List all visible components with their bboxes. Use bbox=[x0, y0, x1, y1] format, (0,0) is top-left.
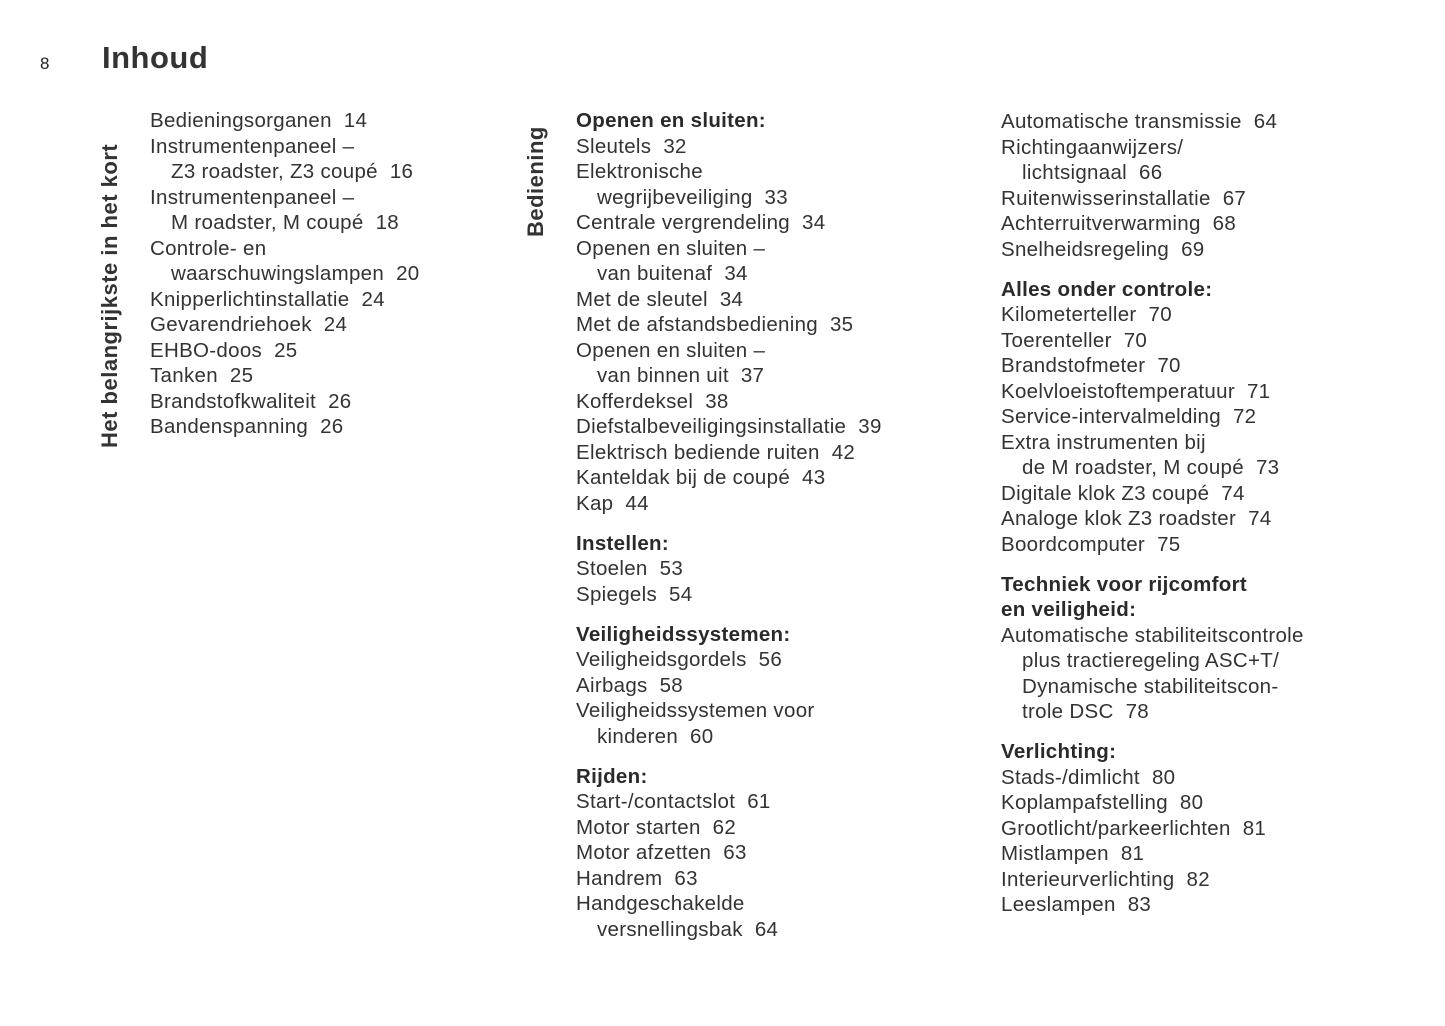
toc-entry-text bbox=[1001, 455, 1421, 481]
toc-entry-label: Motor afzetten bbox=[576, 841, 712, 864]
toc-page-number: 54 bbox=[669, 582, 693, 606]
toc-entry-text bbox=[150, 159, 500, 185]
toc-entry-text bbox=[576, 840, 976, 866]
toc-entry bbox=[1001, 532, 1421, 558]
toc-page-number: 43 bbox=[802, 466, 826, 489]
toc-entry bbox=[1001, 237, 1421, 263]
toc-entry-label: Elektrisch bediende ruiten bbox=[576, 440, 820, 464]
toc-entry-text bbox=[576, 440, 976, 466]
toc-entry bbox=[576, 815, 976, 841]
toc-entry-label: kinderen bbox=[597, 724, 679, 748]
toc-entry-label: versnellingsbak bbox=[597, 917, 743, 941]
toc-page-number: 26 bbox=[328, 389, 352, 413]
toc-entry-text bbox=[150, 185, 500, 211]
toc-entry-label: Service-intervalmelding bbox=[1001, 405, 1221, 428]
toc-entry-label: plus tractieregeling ASC+T/ bbox=[1022, 649, 1280, 672]
toc-page-number: 38 bbox=[705, 389, 729, 413]
toc-page-number: 61 bbox=[747, 790, 771, 813]
toc-entry-text bbox=[150, 414, 500, 440]
toc-entry-label: de M roadster, M coupé bbox=[1022, 456, 1244, 479]
toc-entry-label: Snelheidsregeling bbox=[1001, 237, 1170, 261]
toc-page-number: 64 bbox=[754, 917, 779, 941]
toc-entry-label: Boordcomputer bbox=[1001, 532, 1146, 556]
toc-entry-text bbox=[576, 465, 976, 491]
toc-entry-label: Kilometerteller bbox=[1001, 303, 1137, 326]
toc-entry bbox=[1001, 841, 1421, 867]
toc-entry-text bbox=[576, 236, 976, 262]
toc-entry bbox=[576, 134, 976, 160]
toc-entry-text bbox=[576, 261, 976, 287]
toc-entry bbox=[576, 338, 976, 389]
toc-page-number: 78 bbox=[1125, 700, 1149, 723]
toc-entry-text bbox=[1001, 353, 1421, 379]
toc-entry bbox=[1001, 892, 1421, 918]
toc-entry-label: Motor starten bbox=[576, 815, 701, 839]
toc-entry-label: trole DSC bbox=[1022, 700, 1114, 723]
toc-entry bbox=[1001, 302, 1421, 328]
toc-entry-text bbox=[1001, 302, 1421, 328]
toc-page-number: 25 bbox=[229, 364, 254, 387]
toc-entry-text bbox=[1001, 430, 1421, 456]
toc-entry-text bbox=[150, 389, 500, 415]
toc-entry-text bbox=[1001, 532, 1421, 558]
toc-entry bbox=[1001, 328, 1421, 354]
toc-page-number: 34 bbox=[802, 211, 826, 234]
toc-entry-label: Veiligheidssystemen voor bbox=[576, 699, 815, 722]
toc-entry-label: Instrumentenpaneel – bbox=[150, 185, 355, 209]
toc-page-number: 62 bbox=[712, 815, 737, 839]
toc-entry-text bbox=[150, 363, 500, 389]
toc-entry bbox=[1001, 790, 1421, 816]
toc-entry-text bbox=[1001, 109, 1421, 135]
toc-entry-label: Handgeschakelde bbox=[576, 892, 745, 915]
toc-page-number: 80 bbox=[1179, 791, 1204, 814]
toc-entry-text bbox=[1001, 481, 1421, 507]
toc-entry-label: Gevarendriehoek bbox=[150, 313, 312, 336]
toc-column-2 bbox=[576, 108, 976, 957]
toc-entry-label: Automatische stabiliteitscontrole bbox=[1001, 623, 1304, 647]
toc-entry-label: Diefstalbeveiligingsinstallatie bbox=[576, 415, 847, 438]
toc-entry bbox=[576, 556, 976, 582]
toc-entry-label: Extra instrumenten bij bbox=[1001, 430, 1206, 454]
toc-entry-label: Koplampafstelling bbox=[1001, 791, 1168, 814]
toc-entry-text bbox=[150, 338, 500, 364]
toc-section-heading: Techniek voor rijcomfort bbox=[1001, 572, 1248, 596]
toc-section bbox=[1001, 572, 1421, 725]
toc-entry bbox=[576, 866, 976, 892]
toc-entry-text bbox=[576, 491, 976, 517]
toc-entry bbox=[1001, 816, 1421, 842]
toc-entry-text bbox=[150, 236, 500, 262]
toc-page-number: 33 bbox=[764, 185, 788, 209]
toc-page-number: 39 bbox=[858, 415, 882, 438]
toc-entry bbox=[576, 465, 976, 491]
toc-entry-text bbox=[150, 108, 500, 134]
toc-entry-label: Analoge klok Z3 roadster bbox=[1001, 507, 1237, 530]
toc-entry bbox=[576, 789, 976, 815]
toc-entry bbox=[576, 440, 976, 466]
toc-entry bbox=[576, 840, 976, 866]
toc-entry bbox=[150, 414, 500, 440]
toc-page-number: 26 bbox=[320, 415, 344, 438]
toc-entry-text bbox=[1001, 674, 1421, 700]
toc-page-number: 58 bbox=[659, 673, 684, 697]
toc-page-number: 72 bbox=[1232, 405, 1257, 428]
toc-page-number: 70 bbox=[1123, 328, 1148, 352]
toc-page-number: 69 bbox=[1181, 237, 1205, 261]
toc-entry-text bbox=[576, 159, 976, 185]
toc-entry bbox=[150, 236, 500, 287]
toc-entry bbox=[1001, 623, 1421, 725]
toc-entry-text bbox=[576, 815, 976, 841]
toc-entry-text bbox=[1001, 841, 1421, 867]
side-label-section-operation: Bediening bbox=[523, 126, 548, 237]
toc-entry-text bbox=[576, 917, 976, 943]
toc-section-heading: Instellen: bbox=[576, 531, 669, 555]
toc-page-number: 18 bbox=[375, 211, 399, 234]
toc-section bbox=[576, 531, 976, 608]
toc-entry-label: Kofferdeksel bbox=[576, 389, 694, 413]
toc-page-number: 34 bbox=[719, 287, 744, 311]
toc-entry-label: Met de afstandsbediening bbox=[576, 313, 818, 336]
toc-entry-text bbox=[1001, 648, 1421, 674]
toc-page-number: 24 bbox=[361, 287, 385, 311]
toc-entry bbox=[576, 236, 976, 287]
toc-entry-label: Grootlicht/parkeerlichten bbox=[1001, 816, 1231, 840]
toc-entry-label: Stads-/dimlicht bbox=[1001, 765, 1140, 789]
toc-entry bbox=[1001, 186, 1421, 212]
toc-entry bbox=[1001, 867, 1421, 893]
toc-page-number: 82 bbox=[1186, 867, 1210, 891]
toc-entry-text bbox=[1001, 404, 1421, 430]
toc-entry-text bbox=[1001, 237, 1421, 263]
toc-page-number: 53 bbox=[659, 557, 684, 580]
toc-entry-label: Controle- en bbox=[150, 236, 267, 260]
toc-entry-text bbox=[1001, 211, 1421, 237]
toc-entry-text bbox=[150, 210, 500, 236]
toc-entry-text bbox=[1001, 160, 1421, 186]
toc-entry-label: van buitenaf bbox=[597, 262, 713, 285]
toc-entry-label: Instrumentenpaneel – bbox=[150, 134, 355, 158]
toc-section bbox=[576, 622, 976, 750]
toc-entry-text bbox=[576, 185, 976, 211]
toc-page-number: 16 bbox=[389, 160, 414, 183]
toc-page-number: 14 bbox=[343, 109, 368, 132]
toc-entry-label: Handrem bbox=[576, 866, 663, 890]
toc-section-heading: Veiligheidssystemen: bbox=[576, 622, 791, 646]
toc-section-heading: Alles onder controle: bbox=[1001, 277, 1213, 301]
toc-entry bbox=[150, 312, 500, 338]
toc-entry-label: Sleutels bbox=[576, 134, 652, 158]
toc-entry-label: Digitale klok Z3 coupé bbox=[1001, 481, 1210, 505]
toc-entry bbox=[576, 491, 976, 517]
toc-entry-label: M roadster, M coupé bbox=[171, 211, 364, 234]
toc-entry-text bbox=[576, 866, 976, 892]
toc-page-number: 32 bbox=[663, 134, 687, 158]
toc-column-3 bbox=[1001, 109, 1421, 932]
toc-page-number: 56 bbox=[758, 648, 783, 671]
toc-page-number: 37 bbox=[740, 364, 765, 387]
toc-entry-text bbox=[576, 363, 976, 389]
toc-section bbox=[1001, 277, 1421, 558]
toc-entry bbox=[1001, 379, 1421, 405]
toc-entry bbox=[576, 673, 976, 699]
toc-entry bbox=[150, 389, 500, 415]
toc-entry bbox=[1001, 506, 1421, 532]
toc-entry-text bbox=[576, 724, 976, 750]
toc-page-number: 20 bbox=[396, 262, 420, 285]
toc-page-number: 63 bbox=[674, 866, 698, 890]
toc-entry-label: Openen en sluiten – bbox=[576, 236, 766, 260]
toc-page-number: 70 bbox=[1157, 354, 1181, 377]
toc-entry bbox=[1001, 430, 1421, 481]
toc-entry bbox=[576, 647, 976, 673]
toc-page-number: 24 bbox=[323, 313, 348, 336]
page-title: Inhoud bbox=[102, 40, 209, 75]
toc-entry-label: Kanteldak bij de coupé bbox=[576, 466, 791, 489]
toc-entry-label: Automatische transmissie bbox=[1001, 110, 1242, 133]
toc-entry bbox=[576, 698, 976, 749]
toc-entry-label: Z3 roadster, Z3 coupé bbox=[171, 160, 378, 183]
toc-entry-text bbox=[1001, 867, 1421, 893]
toc-entry-text bbox=[150, 261, 500, 287]
toc-entry-text bbox=[576, 210, 976, 236]
toc-entry-text bbox=[1001, 328, 1421, 354]
toc-entry-text bbox=[1001, 186, 1421, 212]
toc-entry-text bbox=[576, 312, 976, 338]
toc-entry-label: Kap bbox=[576, 491, 614, 515]
toc-page-number: 66 bbox=[1139, 161, 1163, 184]
toc-entry-label: Knipperlichtinstallatie bbox=[150, 287, 350, 311]
toc-entry-label: Stoelen bbox=[576, 557, 648, 580]
toc-page-number: 68 bbox=[1212, 212, 1237, 235]
toc-entry-text bbox=[1001, 623, 1421, 649]
toc-entry-label: wegrijbeveiliging bbox=[597, 185, 753, 209]
toc-page-number: 42 bbox=[831, 440, 856, 464]
toc-page-number: 80 bbox=[1151, 765, 1176, 789]
toc-entry-text bbox=[1001, 506, 1421, 532]
toc-entry-label: Openen en sluiten – bbox=[576, 338, 766, 362]
toc-section bbox=[1001, 739, 1421, 918]
toc-column-1 bbox=[150, 108, 500, 440]
toc-entry-label: Start-/contactslot bbox=[576, 790, 736, 813]
toc-section-heading: Openen en sluiten: bbox=[576, 109, 766, 132]
toc-entry bbox=[150, 363, 500, 389]
toc-page-number: 83 bbox=[1127, 893, 1152, 916]
toc-section-heading: Rijden: bbox=[576, 764, 648, 788]
toc-page-number: 81 bbox=[1120, 842, 1145, 865]
toc-entry-text bbox=[576, 287, 976, 313]
toc-entry-text bbox=[576, 891, 976, 917]
toc-entry-label: Tanken bbox=[150, 364, 218, 387]
toc-page-number: 63 bbox=[723, 841, 747, 864]
toc-entry-text bbox=[150, 312, 500, 338]
toc-page-number: 64 bbox=[1253, 110, 1278, 133]
toc-entry-text bbox=[150, 134, 500, 160]
toc-entry bbox=[1001, 353, 1421, 379]
toc-page-number: 35 bbox=[829, 313, 854, 336]
toc-entry bbox=[150, 185, 500, 236]
toc-section bbox=[1001, 109, 1421, 262]
toc-entry bbox=[576, 159, 976, 210]
toc-page-number: 75 bbox=[1157, 532, 1181, 556]
toc-entry bbox=[576, 210, 976, 236]
toc-entry bbox=[576, 389, 976, 415]
toc-entry-label: Dynamische stabiliteitscon- bbox=[1022, 674, 1279, 698]
side-label-section-quick: Het belangrijkste in het kort bbox=[97, 143, 122, 448]
toc-entry bbox=[1001, 109, 1421, 135]
toc-entry-label: Richtingaanwijzers/ bbox=[1001, 135, 1184, 159]
toc-entry-label: Brandstofmeter bbox=[1001, 354, 1146, 377]
toc-entry-label: lichtsignaal bbox=[1022, 161, 1128, 184]
toc-entry-label: Elektronische bbox=[576, 160, 703, 183]
toc-entry-text bbox=[576, 556, 976, 582]
toc-entry-text bbox=[1001, 765, 1421, 791]
toc-entry-text bbox=[576, 338, 976, 364]
toc-entry bbox=[1001, 211, 1421, 237]
toc-entry-label: Leeslampen bbox=[1001, 893, 1116, 916]
toc-entry-label: Centrale vergrendeling bbox=[576, 211, 791, 234]
toc-page-number: 44 bbox=[625, 491, 649, 515]
toc-entry-label: Achterruitverwarming bbox=[1001, 212, 1201, 235]
toc-entry-label: Veiligheidsgordels bbox=[576, 648, 747, 671]
toc-entry-text bbox=[1001, 135, 1421, 161]
toc-entry-label: EHBO-doos bbox=[150, 338, 263, 362]
toc-section bbox=[576, 108, 976, 516]
toc-entry-label: Spiegels bbox=[576, 582, 658, 606]
toc-section bbox=[576, 764, 976, 943]
toc-entry bbox=[576, 287, 976, 313]
toc-entry-label: Bandenspanning bbox=[150, 415, 309, 438]
toc-entry bbox=[576, 582, 976, 608]
toc-entry-text bbox=[1001, 699, 1421, 725]
toc-entry-text bbox=[1001, 816, 1421, 842]
toc-entry-label: Koelvloeistoftemperatuur bbox=[1001, 379, 1235, 403]
toc-page-number: 71 bbox=[1246, 379, 1271, 403]
toc-entry-label: Mistlampen bbox=[1001, 842, 1109, 865]
toc-entry bbox=[1001, 135, 1421, 186]
toc-entry-text bbox=[576, 389, 976, 415]
toc-entry-text bbox=[576, 582, 976, 608]
toc-section-heading: en veiligheid: bbox=[1001, 598, 1137, 621]
toc-entry-text bbox=[576, 789, 976, 815]
toc-page-number: 74 bbox=[1248, 507, 1272, 530]
toc-entry-text bbox=[576, 647, 976, 673]
toc-page-number: 73 bbox=[1255, 456, 1280, 479]
toc-entry-text bbox=[1001, 790, 1421, 816]
toc-section-heading: Verlichting: bbox=[1001, 740, 1117, 763]
toc-entry-text bbox=[150, 287, 500, 313]
toc-entry-text bbox=[576, 134, 976, 160]
toc-entry-text bbox=[576, 673, 976, 699]
toc-entry bbox=[1001, 404, 1421, 430]
toc-entry-text bbox=[576, 698, 976, 724]
toc-entry-text bbox=[1001, 379, 1421, 405]
toc-page-number: 70 bbox=[1148, 303, 1172, 326]
toc-entry bbox=[576, 312, 976, 338]
toc-entry bbox=[150, 134, 500, 185]
toc-entry-label: Brandstofkwaliteit bbox=[150, 389, 317, 413]
toc-entry bbox=[576, 891, 976, 942]
toc-entry-label: waarschuwingslampen bbox=[171, 262, 385, 285]
toc-entry-label: Interieurverlichting bbox=[1001, 867, 1175, 891]
toc-page-number: 60 bbox=[690, 724, 714, 748]
toc-entry-label: van binnen uit bbox=[597, 364, 729, 387]
toc-entry-label: Toerenteller bbox=[1001, 328, 1112, 352]
toc-page-number: 74 bbox=[1221, 481, 1245, 505]
toc-entry-text bbox=[576, 414, 976, 440]
toc-entry bbox=[150, 338, 500, 364]
toc-entry bbox=[1001, 481, 1421, 507]
page-number: 8 bbox=[40, 54, 50, 73]
toc-entry-label: Ruitenwisserinstallatie bbox=[1001, 186, 1211, 210]
toc-entry-label: Met de sleutel bbox=[576, 287, 708, 311]
toc-entry-text bbox=[1001, 892, 1421, 918]
toc-entry bbox=[1001, 765, 1421, 791]
toc-entry-label: Bedieningsorganen bbox=[150, 109, 332, 132]
toc-page-number: 67 bbox=[1222, 186, 1247, 210]
toc-entry bbox=[150, 108, 500, 134]
toc-page-number: 34 bbox=[724, 262, 748, 285]
toc-page-number: 25 bbox=[274, 338, 298, 362]
toc-page-number: 81 bbox=[1242, 816, 1267, 840]
toc-entry bbox=[576, 414, 976, 440]
toc-entry bbox=[150, 287, 500, 313]
toc-entry-label: Airbags bbox=[576, 673, 648, 697]
